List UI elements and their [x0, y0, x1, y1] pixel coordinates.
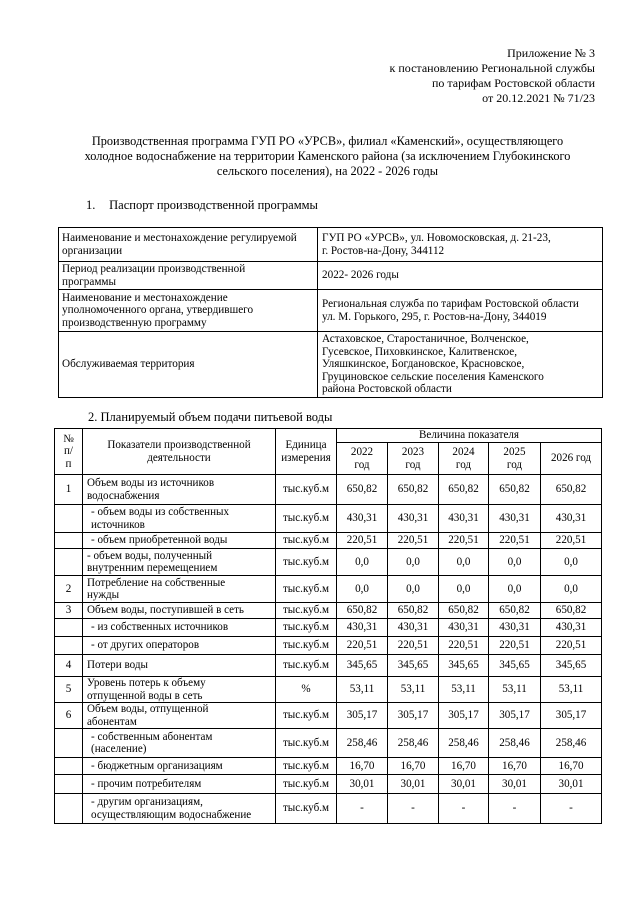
row-unit: тыс.куб.м — [276, 729, 337, 758]
passport-label — [59, 228, 318, 262]
row-indicator-line: водоснабжения — [87, 489, 160, 502]
row-value: - — [541, 794, 602, 824]
section-1-heading — [86, 198, 318, 213]
row-value: 650,82 — [337, 603, 388, 619]
table-row — [55, 677, 602, 703]
header-year — [337, 443, 388, 475]
title-line: Производственная программа ГУП РО «УРСВ», филиал «Каменский», осуществляющего — [91, 134, 564, 148]
header-unit-line: Единица — [285, 439, 327, 451]
row-indicator-line: осуществляющим водоснабжение — [91, 808, 252, 821]
row-indicator — [83, 637, 276, 655]
title-line: холодное водоснабжение на территории Каменского района (за исключением Глубокинского — [84, 149, 571, 163]
row-indicator — [83, 549, 276, 576]
row-value: 430,31 — [337, 505, 388, 533]
appendix-line: к постановлению Региональной службы — [389, 61, 595, 75]
table-row — [55, 576, 602, 603]
passport-label — [59, 262, 318, 290]
passport-label-line: Наименование и местонахождение регулируемой — [62, 232, 297, 244]
water-volume-table — [54, 428, 602, 824]
row-number — [55, 637, 83, 655]
row-value: 0,0 — [439, 576, 489, 603]
row-indicator-line: - бюджетным организациям — [91, 759, 223, 772]
row-value: 258,46 — [388, 729, 439, 758]
passport-row — [59, 262, 603, 290]
passport-value-line: района Ростовской области — [322, 383, 452, 396]
row-unit: тыс.куб.м — [276, 758, 337, 775]
row-value: 30,01 — [541, 775, 602, 794]
passport-value — [318, 290, 603, 332]
passport-label-line: производственную программу — [62, 316, 207, 329]
table-row — [55, 729, 602, 758]
row-value: 345,65 — [439, 655, 489, 677]
row-number: 2 — [55, 576, 83, 603]
passport-value — [318, 332, 603, 398]
row-value: 650,82 — [541, 475, 602, 505]
header-year-line: год — [405, 458, 421, 471]
passport-value-line: Гусевское, Пиховкинское, Калитвенское, — [322, 345, 518, 358]
row-value: - — [388, 794, 439, 824]
table-row — [55, 619, 602, 637]
passport-label — [59, 332, 318, 398]
row-value: 650,82 — [439, 475, 489, 505]
row-value: 430,31 — [337, 619, 388, 637]
passport-value-line: 2022- 2026 годы — [322, 269, 399, 282]
row-indicator-line: Уровень потерь к объему — [87, 677, 206, 689]
row-value: 220,51 — [388, 533, 439, 549]
passport-label — [59, 290, 318, 332]
row-value: 0,0 — [388, 549, 439, 576]
row-number — [55, 758, 83, 775]
row-value: 30,01 — [439, 775, 489, 794]
row-value: 650,82 — [388, 475, 439, 505]
header-year-line: год — [455, 458, 472, 471]
passport-value-line: ГУП РО «УРСВ», ул. Новомосковская, д. 21-23, — [322, 232, 551, 244]
header-year-line: 2026 год — [550, 452, 592, 465]
table-row — [55, 603, 602, 619]
row-value: 0,0 — [337, 549, 388, 576]
title-line: сельского поселения), на 2022 - 2026 годы — [216, 164, 439, 178]
row-value: 0,0 — [439, 549, 489, 576]
header-year-line: 2025 — [503, 446, 526, 458]
row-number: 4 — [55, 655, 83, 677]
row-value: 430,31 — [489, 505, 541, 533]
row-value: 650,82 — [489, 603, 541, 619]
section-2-heading: 2. Планируемый объем подачи питьевой воды — [88, 410, 333, 424]
row-indicator — [83, 677, 276, 703]
section-number: 1. — [86, 198, 96, 212]
passport-row — [59, 290, 603, 332]
row-value: 53,11 — [388, 677, 439, 703]
row-value: 258,46 — [489, 729, 541, 758]
row-value: 16,70 — [439, 758, 489, 775]
row-number — [55, 533, 83, 549]
passport-value — [318, 262, 603, 290]
passport-label-line: Обслуживаемая территория — [62, 358, 195, 371]
row-value: 53,11 — [337, 677, 388, 703]
row-value: - — [337, 794, 388, 824]
row-value: 305,17 — [388, 703, 439, 729]
row-number — [55, 619, 83, 637]
row-indicator — [83, 758, 276, 775]
row-unit: тыс.куб.м — [276, 655, 337, 677]
table-row — [55, 637, 602, 655]
row-indicator-line: - объем воды, полученный — [87, 549, 213, 562]
row-indicator-line: - объем воды из собственных — [91, 506, 230, 518]
header-year — [489, 443, 541, 475]
row-value: 16,70 — [541, 758, 602, 775]
passport-value-line: ул. М. Горького, 295, г. Ростов-на-Дону, 344019 — [322, 310, 547, 323]
row-indicator-line: Объем воды из источников — [87, 477, 215, 489]
row-unit: тыс.куб.м — [276, 794, 337, 824]
row-value: 0,0 — [337, 576, 388, 603]
passport-value-line: г. Ростов-на-Дону, 344112 — [322, 244, 445, 257]
row-value: 0,0 — [489, 549, 541, 576]
row-number — [55, 794, 83, 824]
row-value: 430,31 — [439, 505, 489, 533]
row-number — [55, 729, 83, 758]
appendix-line: по тарифам Ростовской области — [431, 76, 595, 90]
row-unit: тыс.куб.м — [276, 603, 337, 619]
passport-label-line: организации — [62, 244, 123, 257]
row-indicator — [83, 619, 276, 637]
row-value: 345,65 — [489, 655, 541, 677]
header-year-line: 2023 — [401, 446, 425, 458]
row-value: 220,51 — [489, 637, 541, 655]
row-value: - — [489, 794, 541, 824]
row-value: 220,51 — [541, 637, 602, 655]
header-year — [439, 443, 489, 475]
row-indicator-line: - объем приобретенной воды — [91, 534, 228, 547]
row-indicator-line: (население) — [91, 743, 147, 755]
row-value: 650,82 — [439, 603, 489, 619]
row-indicator-line: внутренним перемещением — [87, 562, 218, 574]
row-indicator-line: - от других операторов — [91, 639, 200, 652]
row-indicator-line: нужды — [87, 589, 120, 601]
row-indicator-line: - прочим потребителям — [91, 777, 202, 790]
row-indicator — [83, 576, 276, 603]
row-value: 345,65 — [541, 655, 602, 677]
row-indicator-line: абонентам — [87, 715, 137, 728]
row-value: 220,51 — [439, 637, 489, 655]
appendix-line: Приложение № 3 — [507, 46, 595, 60]
row-number — [55, 549, 83, 576]
row-value: 220,51 — [388, 637, 439, 655]
document-title — [60, 134, 595, 179]
row-number: 6 — [55, 703, 83, 729]
row-value: 0,0 — [388, 576, 439, 603]
row-number — [55, 505, 83, 533]
row-value: 30,01 — [489, 775, 541, 794]
header-value-group: Величина показателя — [337, 429, 602, 443]
header-unit-line: измерения — [281, 451, 331, 464]
row-value: 30,01 — [388, 775, 439, 794]
row-indicator-line: - собственным абонентам — [91, 730, 213, 743]
header-year-line: год — [354, 458, 370, 471]
row-value: 220,51 — [337, 637, 388, 655]
table-row — [55, 703, 602, 729]
row-indicator — [83, 703, 276, 729]
header-year — [541, 443, 602, 475]
row-indicator — [83, 794, 276, 824]
header-indicator-line: деятельности — [147, 451, 211, 464]
row-value: 345,65 — [388, 655, 439, 677]
row-unit: % — [276, 677, 337, 703]
row-indicator-line: - из собственных источников — [91, 621, 229, 634]
row-number: 1 — [55, 475, 83, 505]
row-unit: тыс.куб.м — [276, 549, 337, 576]
header-year-line: 2022 — [350, 446, 374, 458]
table-row — [55, 794, 602, 824]
row-unit: тыс.куб.м — [276, 619, 337, 637]
row-value: 53,11 — [489, 677, 541, 703]
row-value: 305,17 — [439, 703, 489, 729]
table-row — [55, 758, 602, 775]
header-indicator-line: Показатели производственной — [107, 439, 251, 451]
row-unit: тыс.куб.м — [276, 637, 337, 655]
row-value: 30,01 — [337, 775, 388, 794]
row-value: 220,51 — [439, 533, 489, 549]
row-indicator-line: Потребление на собственные — [87, 576, 226, 589]
passport-value-line: Астаховское, Старостаничное, Волченское, — [322, 333, 529, 346]
row-indicator — [83, 775, 276, 794]
row-indicator-line: - другим организациям, — [91, 796, 203, 808]
header-unit — [276, 429, 337, 475]
header-number-line: п — [65, 457, 72, 470]
header-year-line: 2024 — [452, 446, 475, 458]
row-indicator-line: Объем воды, отпущенной — [87, 703, 209, 715]
row-indicator — [83, 505, 276, 533]
passport-value-line: Груциновское сельские поселения Каменского — [322, 370, 544, 383]
header-number-line: № — [63, 432, 74, 445]
row-value: 16,70 — [337, 758, 388, 775]
row-value: 305,17 — [489, 703, 541, 729]
header-year — [388, 443, 439, 475]
passport-label-line: Период реализации производственной — [62, 263, 246, 275]
appendix-line: от 20.12.2021 № 71/23 — [482, 91, 595, 105]
header-indicator — [83, 429, 276, 475]
passport-label-line: уполномоченного органа, утвердившего — [62, 304, 254, 317]
row-value: 0,0 — [541, 549, 602, 576]
table-row — [55, 775, 602, 794]
header-number-line: п/ — [63, 445, 74, 458]
row-value: 220,51 — [489, 533, 541, 549]
row-value: 430,31 — [541, 619, 602, 637]
row-unit: тыс.куб.м — [276, 505, 337, 533]
row-value: 220,51 — [541, 533, 602, 549]
row-indicator — [83, 729, 276, 758]
row-indicator-line: Объем воды, поступившей в сеть — [87, 604, 244, 617]
appendix-reference — [390, 46, 595, 106]
row-value: 650,82 — [541, 603, 602, 619]
passport-value-line: Региональная служба по тарифам Ростовской области — [322, 298, 579, 310]
row-unit: тыс.куб.м — [276, 533, 337, 549]
row-value: 345,65 — [337, 655, 388, 677]
row-value: 16,70 — [489, 758, 541, 775]
header-year-line: год — [506, 458, 523, 471]
row-value: 650,82 — [489, 475, 541, 505]
passport-value — [318, 228, 603, 262]
row-value: 220,51 — [337, 533, 388, 549]
row-value: 258,46 — [337, 729, 388, 758]
section-title: Паспорт производственной программы — [109, 198, 318, 212]
row-value: 650,82 — [388, 603, 439, 619]
row-value: 258,46 — [541, 729, 602, 758]
row-indicator-line: Потери воды — [87, 659, 148, 672]
row-number — [55, 775, 83, 794]
row-value: 305,17 — [337, 703, 388, 729]
row-unit: тыс.куб.м — [276, 775, 337, 794]
row-value: 0,0 — [541, 576, 602, 603]
row-value: 16,70 — [388, 758, 439, 775]
row-value: 430,31 — [489, 619, 541, 637]
row-value: 258,46 — [439, 729, 489, 758]
row-value: 53,11 — [541, 677, 602, 703]
row-number: 5 — [55, 677, 83, 703]
header-number — [55, 429, 83, 475]
row-value: 430,31 — [439, 619, 489, 637]
row-number: 3 — [55, 603, 83, 619]
row-value: - — [439, 794, 489, 824]
table-row — [55, 505, 602, 533]
row-value: 430,31 — [388, 505, 439, 533]
row-unit: тыс.куб.м — [276, 475, 337, 505]
passport-table — [58, 227, 603, 398]
passport-row — [59, 332, 603, 398]
passport-label-line: Наименование и местонахождение — [62, 291, 228, 304]
passport-value-line: Уляшкинское, Богдановское, Красновское, — [322, 358, 525, 371]
row-unit: тыс.куб.м — [276, 576, 337, 603]
row-value: 430,31 — [541, 505, 602, 533]
row-value: 305,17 — [541, 703, 602, 729]
row-indicator — [83, 655, 276, 677]
row-indicator — [83, 475, 276, 505]
passport-row — [59, 228, 603, 262]
row-value: 53,11 — [439, 677, 489, 703]
row-indicator-line: источников — [91, 518, 145, 531]
row-indicator — [83, 533, 276, 549]
table-row — [55, 475, 602, 505]
row-value: 430,31 — [388, 619, 439, 637]
row-value: 650,82 — [337, 475, 388, 505]
row-indicator — [83, 603, 276, 619]
passport-label-line: программы — [62, 275, 116, 288]
row-unit: тыс.куб.м — [276, 703, 337, 729]
row-indicator-line: отпущенной воды в сеть — [87, 689, 203, 702]
table-row — [55, 533, 602, 549]
table-row — [55, 549, 602, 576]
table-row — [55, 655, 602, 677]
row-value: 0,0 — [489, 576, 541, 603]
